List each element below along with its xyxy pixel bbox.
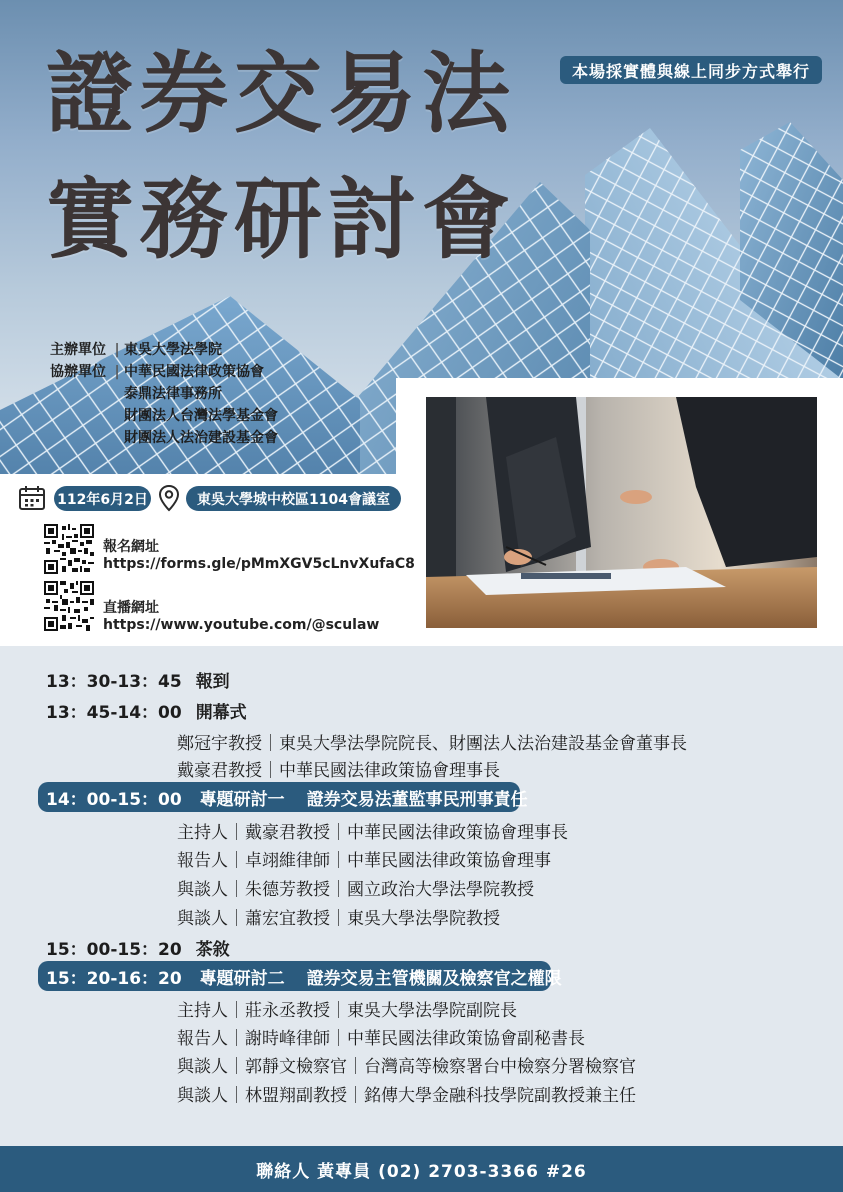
register-qr-code[interactable] <box>44 524 94 574</box>
location-pin-icon <box>158 484 180 512</box>
agenda-title: 報到 <box>195 672 230 692</box>
agenda-item-session-1 <box>38 782 528 812</box>
agenda-time: 13：30-13：45 <box>46 672 182 692</box>
stream-url-link[interactable]: https://www.youtube.com/@sculaw <box>103 617 380 633</box>
session-person: 與談人｜林盟翔副教授｜銘傳大學金融科技學院副教授兼主任 <box>177 1086 636 1106</box>
calendar-icon <box>18 484 46 512</box>
divider: | <box>114 364 120 380</box>
host-label: 主辦單位 <box>50 342 106 358</box>
title-line-2: 實務研討會 <box>46 168 517 271</box>
session-person: 與談人｜朱德芳教授｜國立政治大學法學院教授 <box>177 880 534 900</box>
organizers <box>50 339 278 449</box>
session-topic: 證券交易主管機關及檢察官之權限 <box>306 968 562 989</box>
agenda-time: 15：00-15：20 <box>46 940 182 960</box>
opening-speaker: 鄭冠宇教授｜東吳大學法學院院長、財團法人法治建設基金會董事長 <box>177 734 687 754</box>
co-host-org: 中華民國法律政策協會 <box>124 364 264 380</box>
co-host-org: 財團法人法治建設基金會 <box>124 430 278 446</box>
register-label: 報名網址 <box>103 539 159 555</box>
co-host-org: 泰鼎法律事務所 <box>124 386 222 402</box>
event-date: 112年6月2日 <box>54 486 151 511</box>
opening-speaker: 戴豪君教授｜中華民國法律政策協會理事長 <box>177 761 500 781</box>
agenda-time: 13：45-14：00 <box>46 703 182 723</box>
session-topic: 證券交易法董監事民刑事責任 <box>306 789 528 810</box>
mode-badge: 本場採實體與線上同步方式舉行 <box>560 56 822 84</box>
session-person: 與談人｜蕭宏宜教授｜東吳大學法學院教授 <box>177 909 500 929</box>
agenda-time: 15：20-16：20 <box>46 968 182 989</box>
agenda-title: 開幕式 <box>195 703 247 723</box>
co-host-label: 協辦單位 <box>50 364 106 380</box>
session-person: 主持人｜戴豪君教授｜中華民國法律政策協會理事長 <box>177 823 568 843</box>
stream-label: 直播網址 <box>103 600 159 616</box>
session-person: 報告人｜謝時峰律師｜中華民國法律政策協會副秘書長 <box>177 1029 585 1049</box>
business-meeting-photo <box>426 397 817 628</box>
agenda-item-break <box>46 935 230 960</box>
agenda-title: 專題研討二 <box>199 968 285 989</box>
title-line-1: 證券交易法 <box>46 42 517 145</box>
register-url-link[interactable]: https://forms.gle/pMmXGV5cLnvXufaC8 <box>103 556 415 572</box>
session-person: 報告人｜卓翊維律師｜中華民國法律政策協會理事 <box>177 851 551 871</box>
event-venue: 東吳大學城中校區1104會議室 <box>186 486 401 511</box>
session-person: 與談人｜郭靜文檢察官｜台灣高等檢察署台中檢察分署檢察官 <box>177 1057 636 1077</box>
agenda-item-session-2 <box>38 961 562 991</box>
stream-qr-code[interactable] <box>44 581 94 631</box>
agenda-title: 專題研討一 <box>199 789 285 810</box>
agenda-item-opening <box>46 698 247 723</box>
session-person: 主持人｜莊永丞教授｜東吳大學法學院副院長 <box>177 1001 517 1021</box>
agenda-item-checkin <box>46 667 230 692</box>
agenda-title: 茶敘 <box>195 940 230 960</box>
co-host-org: 財團法人台灣法學基金會 <box>124 408 278 424</box>
contact-footer: 聯絡人 黃專員 (02) 2703-3366 #26 <box>0 1146 843 1192</box>
host-org: 東吳大學法學院 <box>124 342 222 358</box>
divider: | <box>114 342 120 358</box>
agenda-time: 14：00-15：00 <box>46 789 182 810</box>
